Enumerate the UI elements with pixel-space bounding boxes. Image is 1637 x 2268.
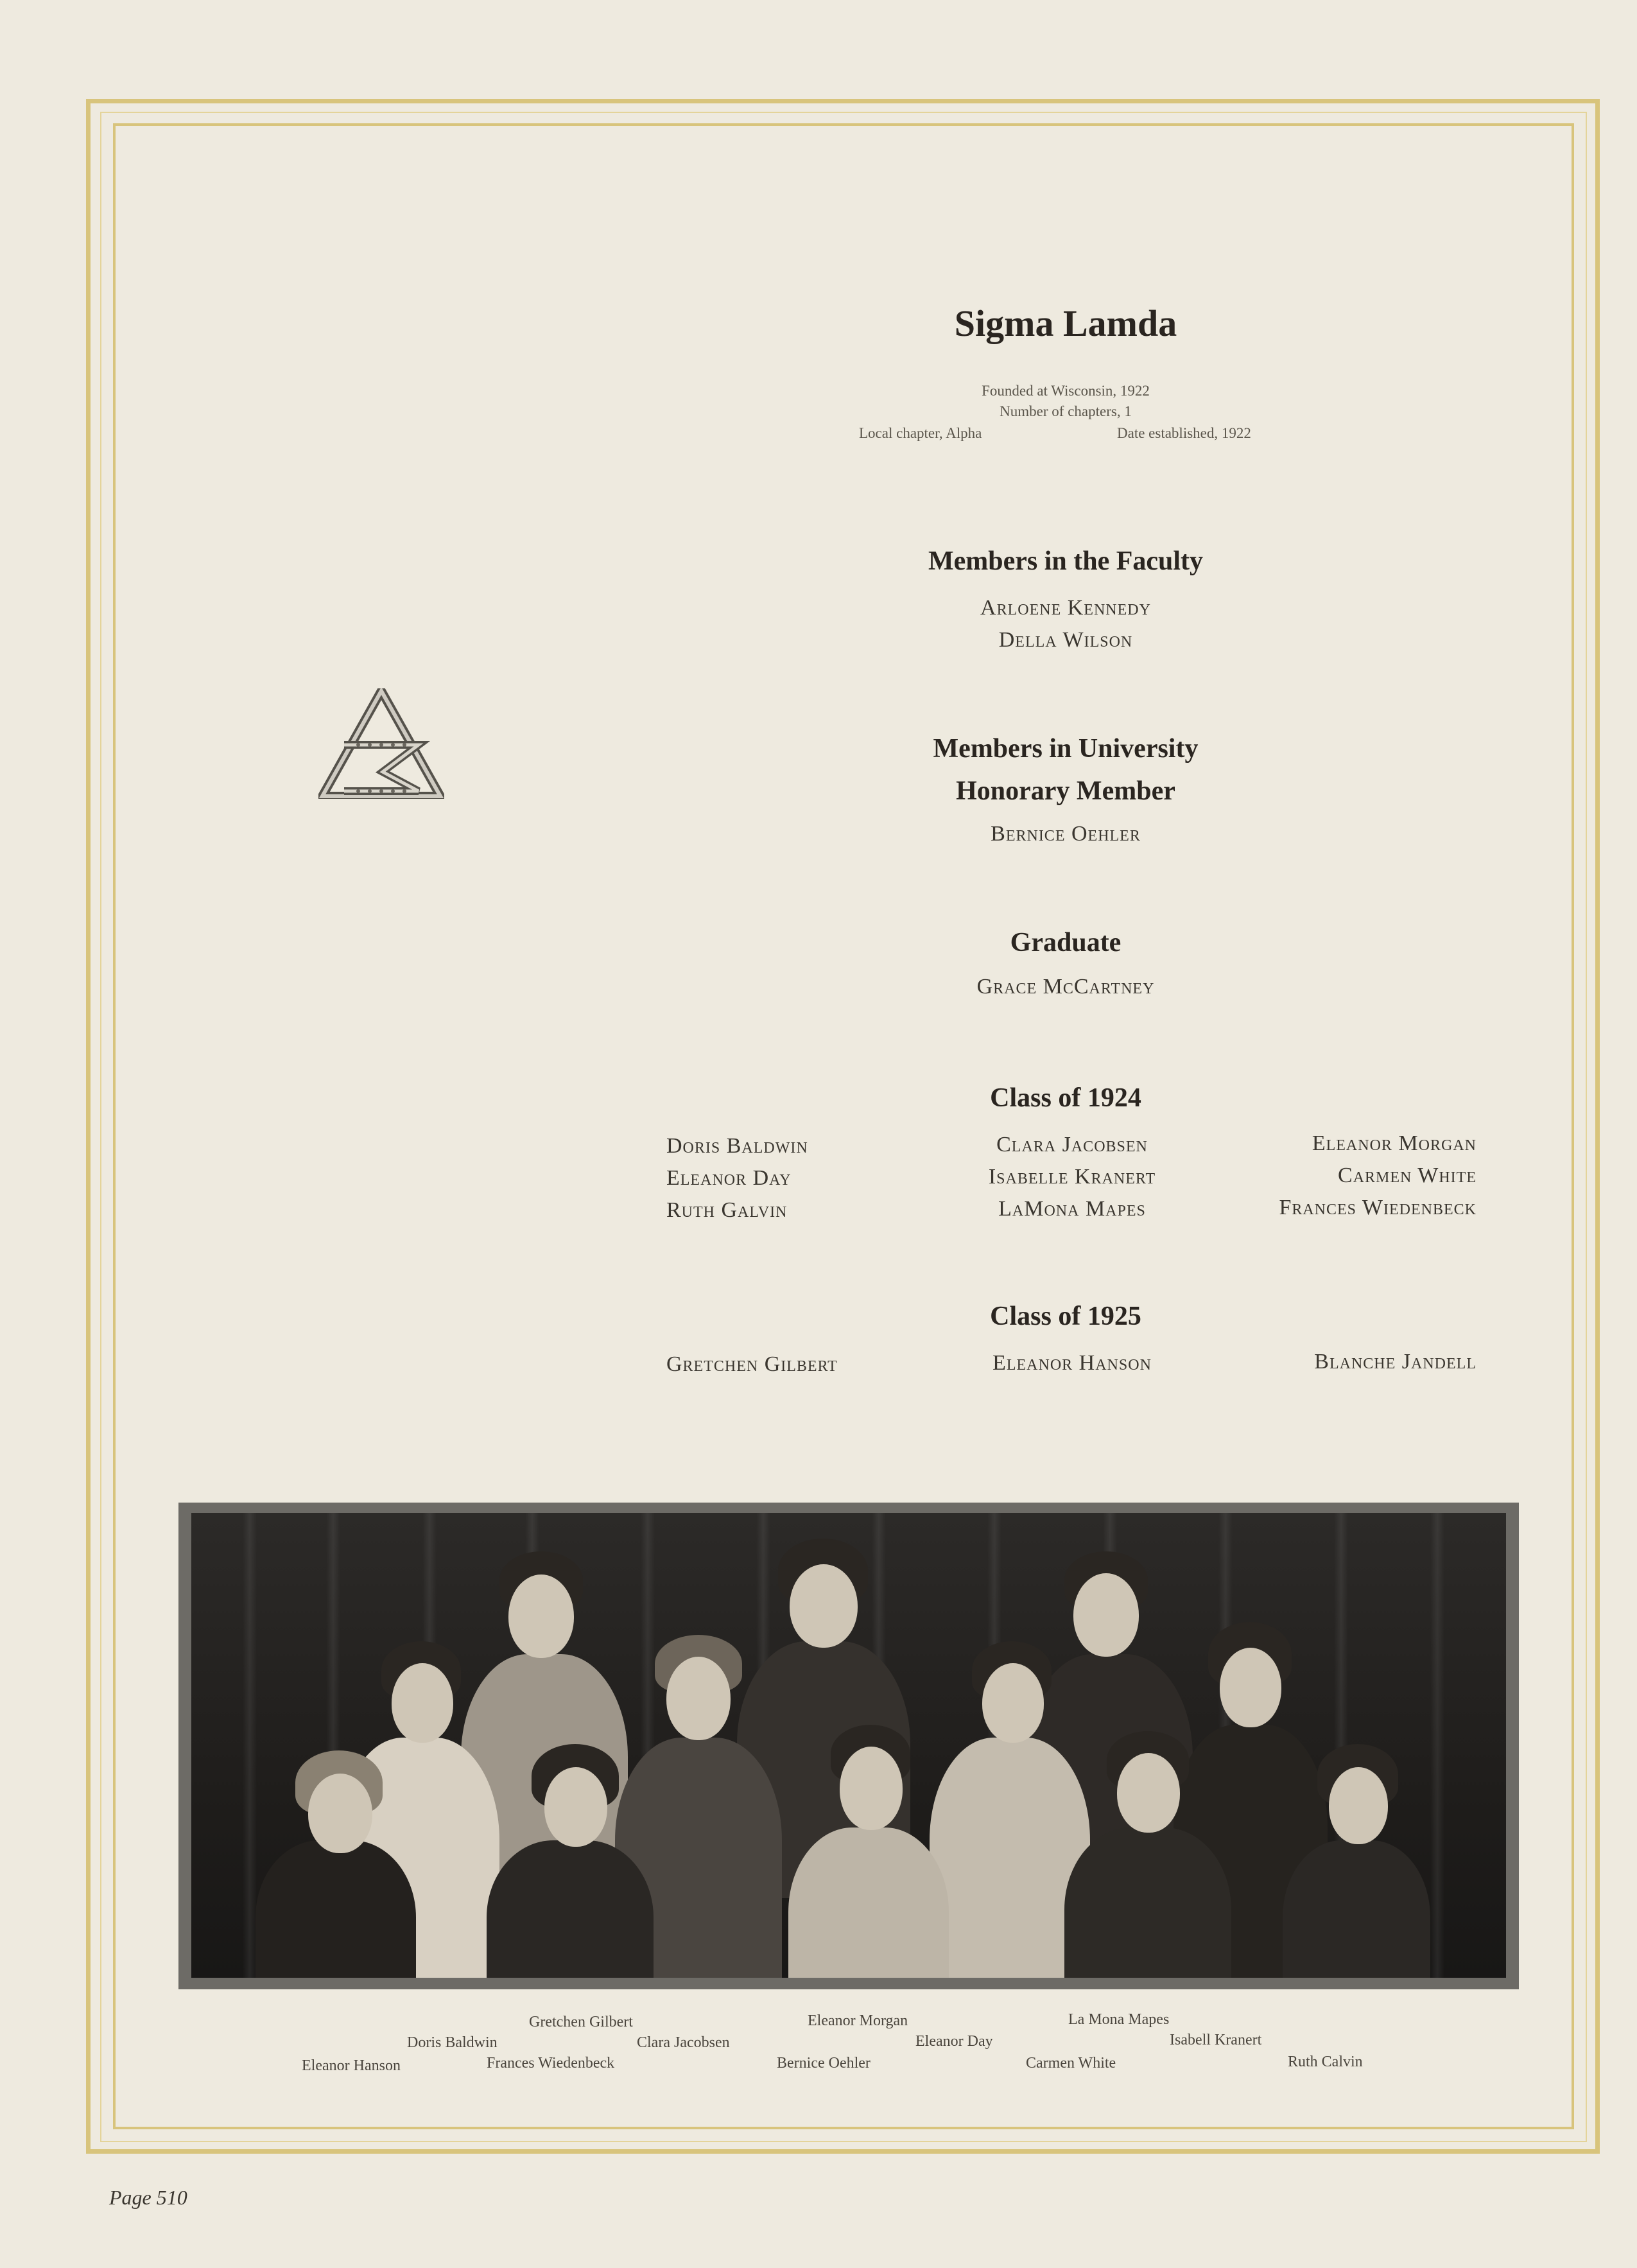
- date-established-text: Date established, 1922: [1117, 425, 1251, 441]
- photograph-image: [191, 1513, 1506, 1978]
- sigma-lamda-crest-icon: [318, 688, 444, 799]
- university-heading: Members in University: [933, 734, 1199, 763]
- honorary-member: Bernice Oehler: [991, 822, 1141, 846]
- faculty-member: Arloene Kennedy: [980, 596, 1151, 620]
- member-name: Eleanor Morgan: [1312, 1131, 1477, 1155]
- class-1924-right-column: [1279, 1128, 1477, 1224]
- honorary-heading: Honorary Member: [956, 776, 1175, 806]
- photo-caption: Bernice Oehler: [777, 2055, 870, 2072]
- page-title: Sigma Lamda: [954, 302, 1177, 344]
- graduate-heading: Graduate: [1010, 928, 1122, 957]
- member-name: Frances Wiedenbeck: [1279, 1196, 1477, 1219]
- faculty-member: Della Wilson: [998, 628, 1133, 652]
- member-name: Ruth Galvin: [666, 1198, 788, 1222]
- class-1925-heading: Class of 1925: [990, 1302, 1141, 1331]
- photo-caption: Gretchen Gilbert: [529, 2014, 633, 2030]
- member-name: Carmen White: [1338, 1164, 1477, 1187]
- member-name: Gretchen Gilbert: [666, 1352, 838, 1376]
- photo-caption: Carmen White: [1026, 2055, 1116, 2072]
- member-name: LaMona Mapes: [998, 1197, 1146, 1221]
- photo-caption: Clara Jacobsen: [637, 2034, 730, 2051]
- photo-caption: La Mona Mapes: [1068, 2011, 1170, 2028]
- class-1924-middle-column: [912, 1129, 1233, 1225]
- photo-caption: Ruth Calvin: [1288, 2054, 1363, 2070]
- class-1924-left-column: [666, 1130, 808, 1226]
- class-1924-heading: Class of 1924: [990, 1083, 1141, 1113]
- member-name: Blanche Jandell: [1314, 1350, 1477, 1374]
- photo-caption: Doris Baldwin: [407, 2034, 498, 2051]
- photo-caption: Eleanor Hanson: [302, 2057, 401, 2074]
- faculty-heading: Members in the Faculty: [928, 546, 1204, 576]
- photo-caption: Isabell Kranert: [1170, 2032, 1262, 2048]
- member-name: Doris Baldwin: [666, 1134, 808, 1158]
- photo-caption: Eleanor Morgan: [808, 2012, 908, 2029]
- member-name: Eleanor Hanson: [992, 1351, 1152, 1375]
- photo-caption: Frances Wiedenbeck: [487, 2055, 615, 2072]
- founded-text: Founded at Wisconsin, 1922: [982, 383, 1150, 399]
- member-name: Clara Jacobsen: [996, 1133, 1148, 1156]
- graduate-member: Grace McCartney: [976, 975, 1155, 999]
- member-name: Isabelle Kranert: [988, 1165, 1156, 1189]
- local-chapter-text: Local chapter, Alpha: [859, 425, 982, 441]
- page-number: Page 510: [109, 2186, 187, 2209]
- group-photograph: [178, 1503, 1519, 1989]
- member-name: Eleanor Day: [666, 1166, 792, 1190]
- chapters-text: Number of chapters, 1: [1000, 403, 1132, 419]
- photo-caption: Eleanor Day: [915, 2033, 993, 2050]
